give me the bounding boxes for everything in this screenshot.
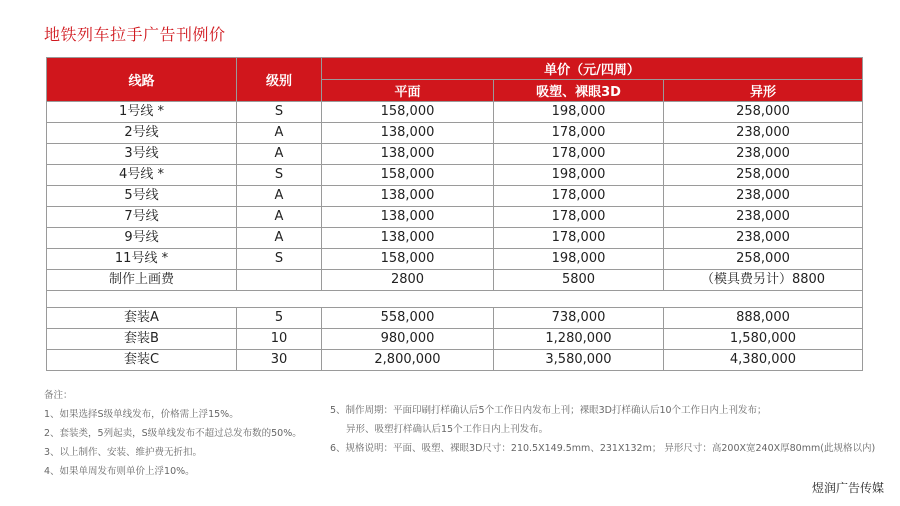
special-price-cell: 4,380,000 [664,350,863,371]
blister-price-cell: 198,000 [494,249,664,270]
note-item: 2、套装类，5列起卖，S级单线发布不超过总发布数的50%。 [44,428,302,439]
note-item: 4、如果单周发布则单价上浮10%。 [44,466,195,477]
table-row [47,144,863,165]
flat-price-cell: 2,800,000 [322,350,494,371]
table-row [47,102,863,123]
level-cell: S [237,102,322,123]
header-flat: 平面 [322,80,494,102]
blister-price-cell: 178,000 [494,228,664,249]
brand-name: 煜润广告传媒 [811,481,884,495]
flat-price-cell: 158,000 [322,249,494,270]
note-item: 6、规格说明：平面、吸塑、裸眼3D尺寸：210.5X149.5mm、231X132m； 异形尺寸：高200X宽240X厚80mm(此规格以内) [330,443,876,454]
level-cell: A [237,228,322,249]
special-price-cell: 258,000 [664,102,863,123]
route-cell: 3号线 [47,144,237,165]
flat-price-cell: 158,000 [322,165,494,186]
table-row [47,228,863,249]
price-table [46,57,863,371]
route-cell: 套装C [47,350,237,371]
special-price-cell: 238,000 [664,186,863,207]
level-cell: A [237,207,322,228]
table-row [47,186,863,207]
blister-price-cell: 178,000 [494,144,664,165]
table-row [47,165,863,186]
route-cell: 7号线 [47,207,237,228]
flat-price-cell: 138,000 [322,186,494,207]
blister-price-cell: 178,000 [494,123,664,144]
special-price-cell: 238,000 [664,123,863,144]
page-title: 地铁列车拉手广告刊例价 [44,25,226,44]
notes-heading: 备注： [44,390,73,401]
route-cell: 5号线 [47,186,237,207]
flat-price-cell: 558,000 [322,308,494,329]
notes-left [44,386,302,481]
flat-price-cell: 2800 [322,270,494,291]
blister-price-cell: 178,000 [494,186,664,207]
blister-price-cell: 198,000 [494,165,664,186]
route-cell: 1号线 * [47,102,237,123]
blister-price-cell: 198,000 [494,102,664,123]
notes-right [330,401,875,458]
special-price-cell: 258,000 [664,249,863,270]
route-cell: 制作上画费 [47,270,237,291]
route-cell: 9号线 [47,228,237,249]
table-row [47,249,863,270]
special-price-cell: 238,000 [664,207,863,228]
note-item: 1、如果选择S级单线发布，价格需上浮15%。 [44,409,239,420]
level-cell: A [237,123,322,144]
note-item: 5、制作周期：平面印刷打样确认后5个工作日内发布上刊；裸眼3D打样确认后10个工作日内上刊发布； [330,405,767,416]
level-cell: 10 [237,329,322,350]
blister-price-cell: 3,580,000 [494,350,664,371]
header-route: 线路 [47,58,237,102]
special-price-cell: 238,000 [664,228,863,249]
flat-price-cell: 158,000 [322,102,494,123]
route-cell: 11号线 * [47,249,237,270]
flat-price-cell: 138,000 [322,228,494,249]
level-cell: 5 [237,308,322,329]
flat-price-cell: 980,000 [322,329,494,350]
blister-price-cell: 178,000 [494,207,664,228]
table-row [47,207,863,228]
spacer-row [47,291,863,308]
table-row [47,270,863,291]
level-cell: S [237,249,322,270]
special-price-cell: 888,000 [664,308,863,329]
special-price-cell: 258,000 [664,165,863,186]
blister-price-cell: 1,280,000 [494,329,664,350]
special-price-cell: 1,580,000 [664,329,863,350]
route-cell: 4号线 * [47,165,237,186]
route-cell: 套装A [47,308,237,329]
note-item: 3、以上制作、安装、维护费无折扣。 [44,447,203,458]
header-price-group: 单价（元/四周） [322,58,863,80]
flat-price-cell: 138,000 [322,123,494,144]
special-price-cell: 238,000 [664,144,863,165]
route-cell: 套装B [47,329,237,350]
blister-price-cell: 738,000 [494,308,664,329]
header-special: 异形 [664,80,863,102]
blister-price-cell: 5800 [494,270,664,291]
level-cell: S [237,165,322,186]
header-level: 级别 [237,58,322,102]
table-row [47,123,863,144]
package-row [47,329,863,350]
package-row [47,308,863,329]
flat-price-cell: 138,000 [322,144,494,165]
special-price-cell: （模具费另计）8800 [664,270,863,291]
level-cell: 30 [237,350,322,371]
level-cell: A [237,144,322,165]
flat-price-cell: 138,000 [322,207,494,228]
route-cell: 2号线 [47,123,237,144]
level-cell: A [237,186,322,207]
level-cell [237,270,322,291]
package-row [47,350,863,371]
header-blister: 吸塑、裸眼3D [494,80,664,102]
spacer-cell [47,291,863,308]
note-item: 异形、吸塑打样确认后15个工作日内上刊发布。 [346,424,549,435]
